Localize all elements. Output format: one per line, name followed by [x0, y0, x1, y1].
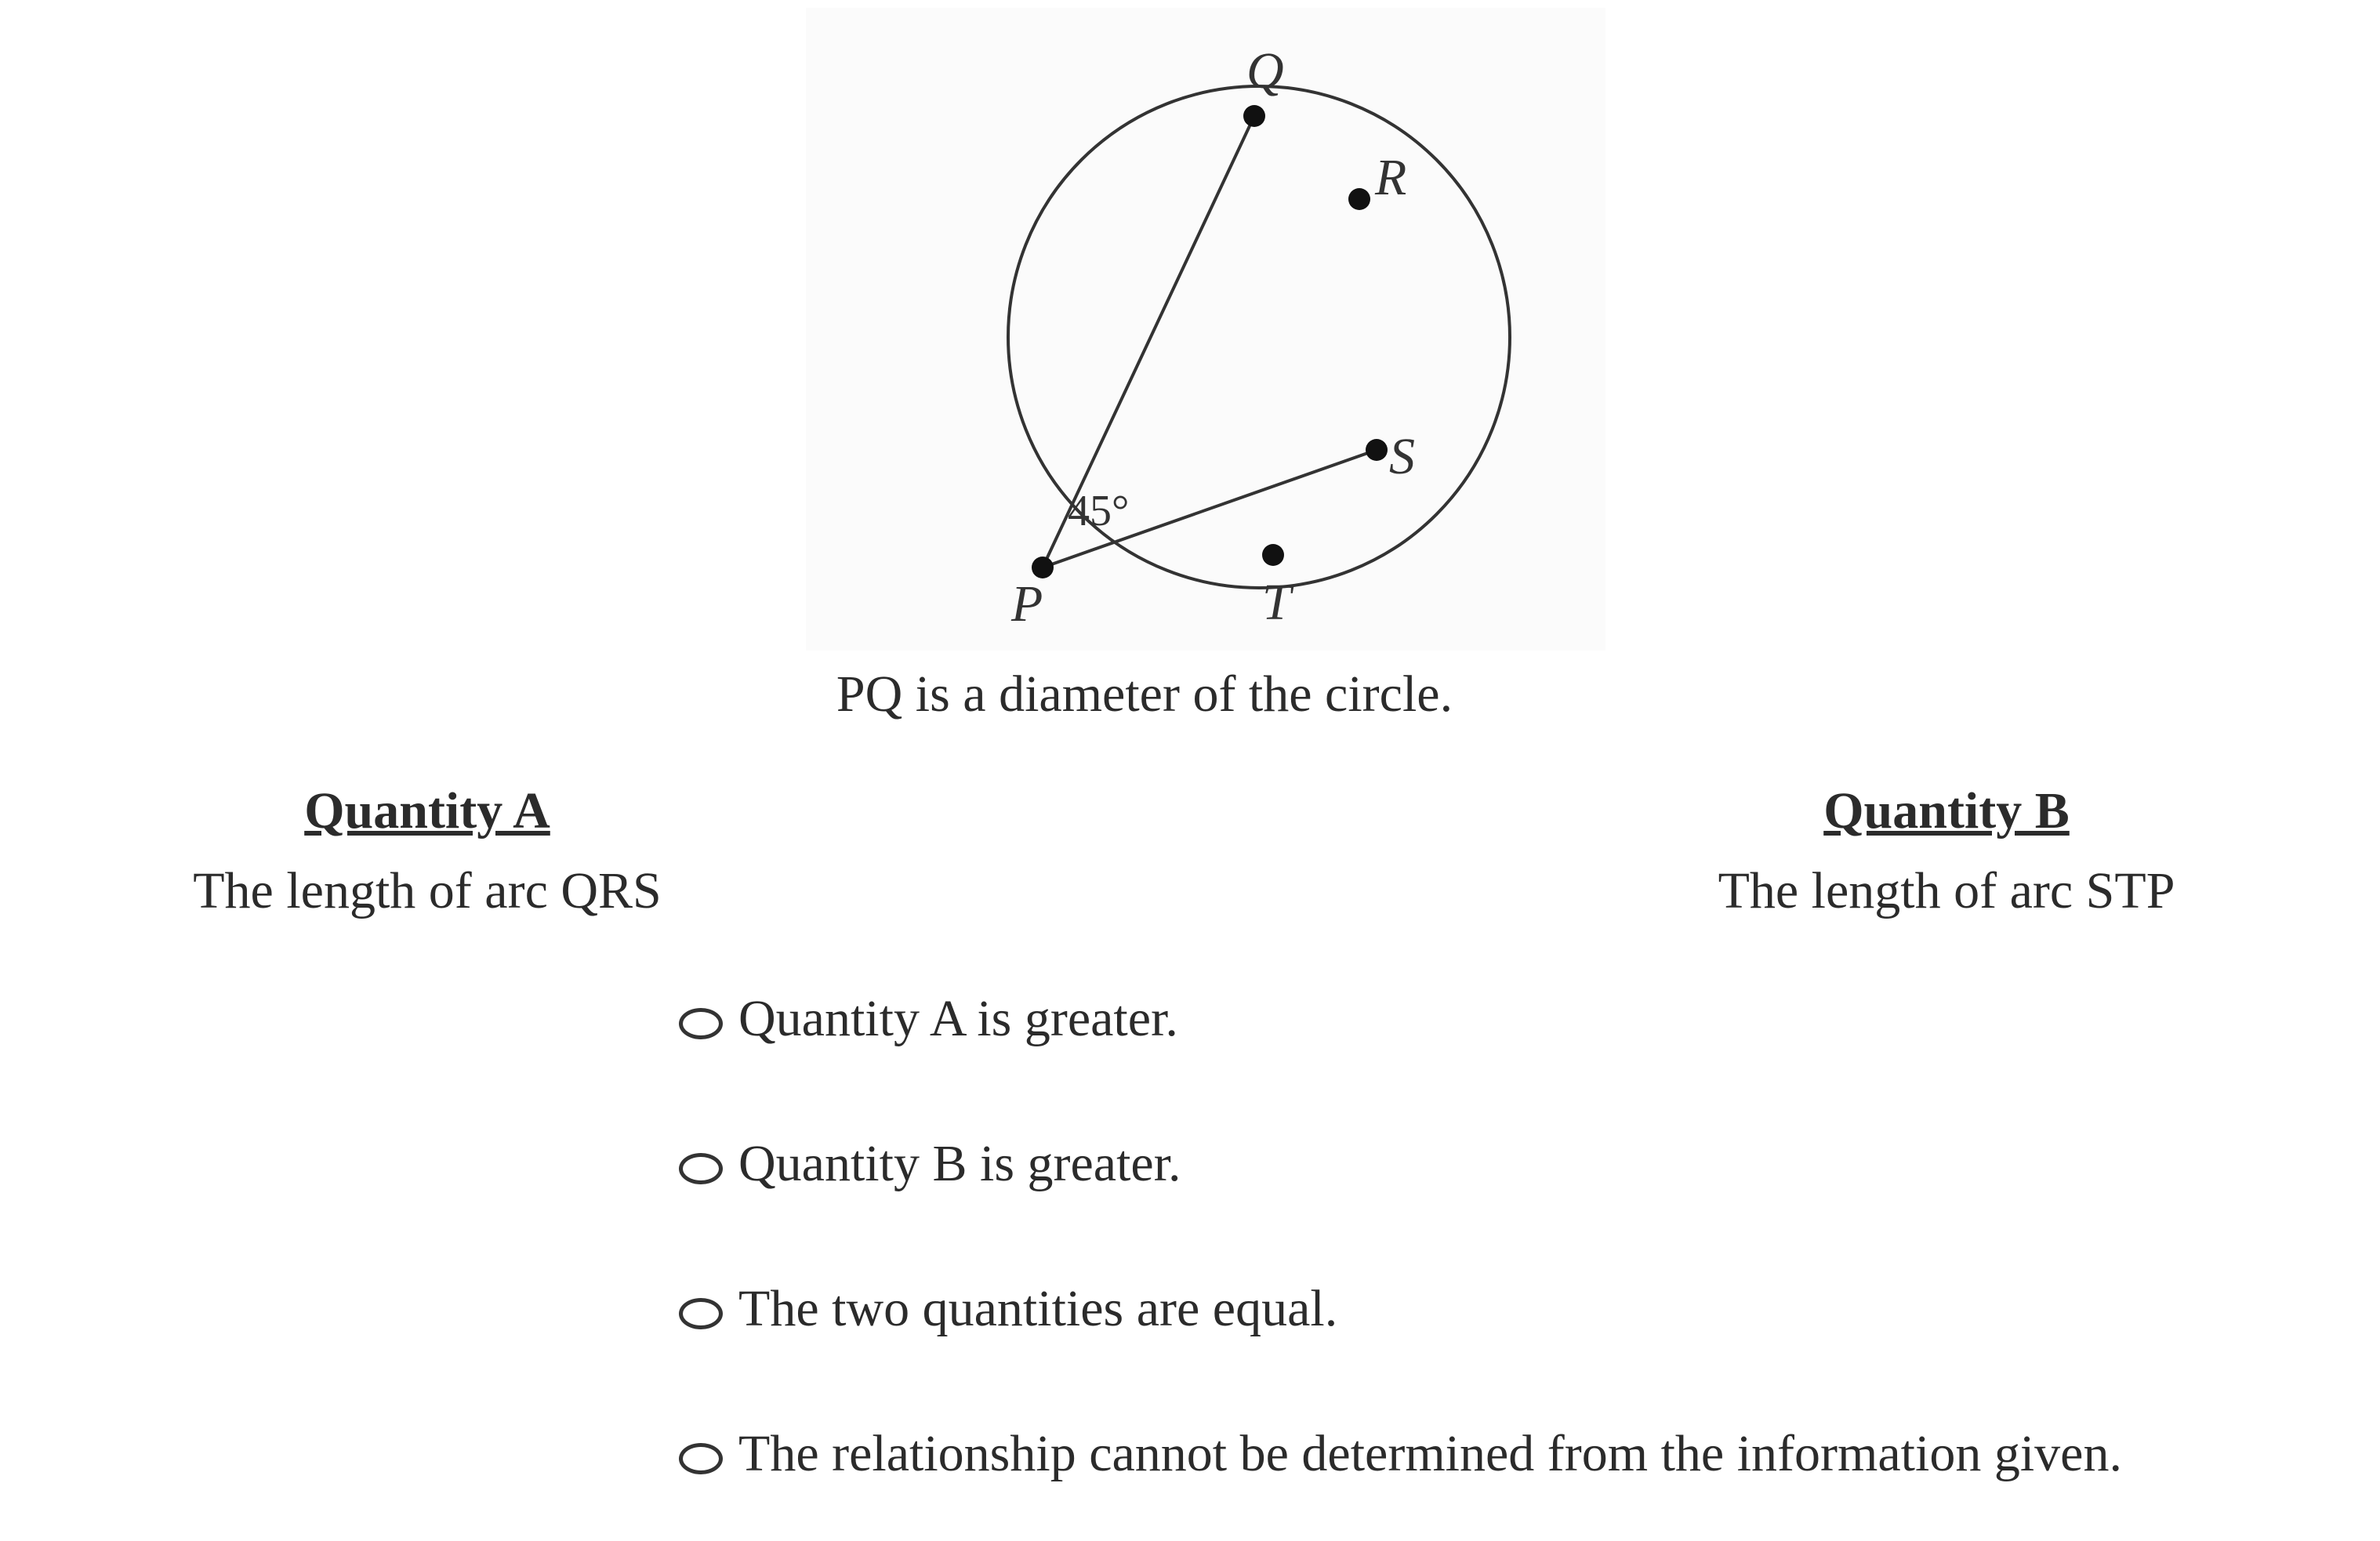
circle-figure	[806, 8, 1605, 651]
point-s-label: S	[1389, 428, 1415, 485]
choice-cannot-determine[interactable]	[679, 1416, 2122, 1492]
quantity-a-heading: Quantity A	[304, 782, 550, 839]
choice-label: The relationship cannot be determined from the information given.	[738, 1425, 2122, 1482]
quantity-b	[1649, 776, 2244, 926]
radio-button[interactable]	[679, 1443, 723, 1474]
choice-label: Quantity A is greater.	[738, 990, 1178, 1047]
quantity-b-heading: Quantity B	[1823, 782, 2070, 839]
point-p-label: P	[1011, 575, 1043, 633]
quantity-a-text: The length of arc QRS	[193, 862, 662, 919]
quantity-b-text: The length of arc STP	[1718, 862, 2175, 919]
radio-button[interactable]	[679, 1298, 723, 1329]
answer-choices	[679, 981, 2122, 1492]
quantity-a	[129, 776, 725, 926]
radio-button[interactable]	[679, 1153, 723, 1184]
radio-button[interactable]	[679, 1008, 723, 1039]
choice-label: The two quantities are equal.	[738, 1280, 1338, 1337]
point-r-dot	[1348, 188, 1370, 210]
point-r-label: R	[1375, 149, 1407, 206]
point-t-label: T	[1262, 574, 1291, 631]
point-s-dot	[1366, 439, 1388, 461]
point-q-label: Q	[1246, 42, 1284, 100]
choice-b-greater[interactable]	[679, 1126, 2122, 1202]
point-t-dot	[1262, 544, 1284, 566]
choice-label: Quantity B is greater.	[738, 1135, 1181, 1192]
choice-equal[interactable]	[679, 1271, 2122, 1347]
figure-caption: PQ is a diameter of the circle.	[836, 665, 1453, 723]
choice-a-greater[interactable]	[679, 981, 2122, 1057]
circle-diagram	[806, 8, 1605, 651]
point-q-dot	[1243, 105, 1265, 127]
angle-label: 45°	[1068, 487, 1130, 535]
